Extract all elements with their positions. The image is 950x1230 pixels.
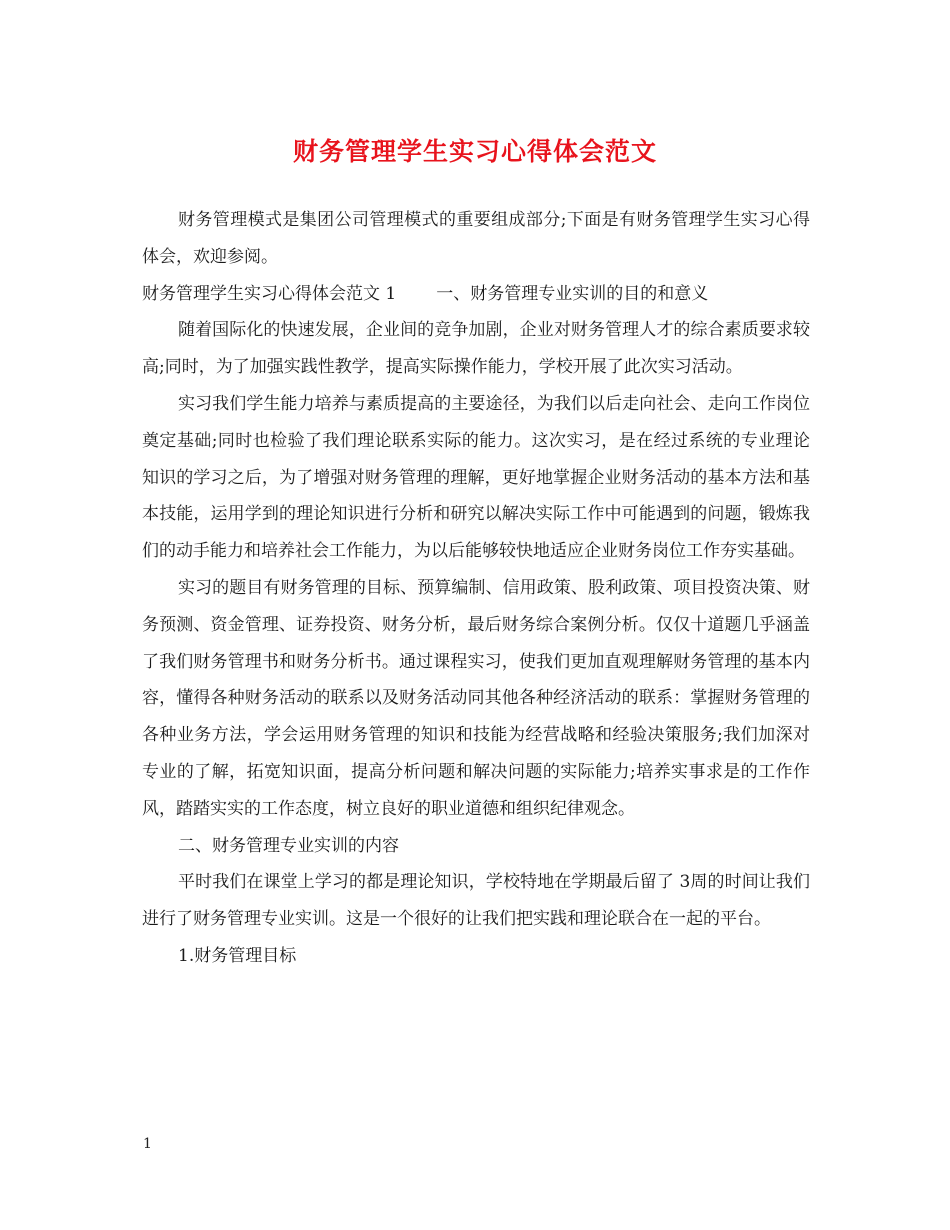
section-heading-1: 一、财务管理专业实训的目的和意义: [436, 283, 709, 304]
section-line: [142, 276, 810, 313]
body-paragraph: 随着国际化的快速发展，企业间的竞争加剧，企业对财务管理人才的综合素质要求较高;同时，为了加强实践性教学，提高实际操作能力，学校开展了此次实习活动。: [142, 320, 810, 378]
intro-paragraph: 财务管理模式是集团公司管理模式的重要组成部分;下面是有财务管理学生实习心得体会，欢迎参阅。: [142, 210, 810, 267]
document-title: 财务管理学生实习心得体会范文: [292, 137, 657, 166]
numbered-item: 1.财务管理目标: [178, 945, 297, 966]
section-heading-2: 二、财务管理专业实训的内容: [178, 835, 399, 856]
body-paragraph: 实习我们学生能力培养与素质提高的主要途径，为我们以后走向社会、走向工作岗位奠定基础;同时也检验了我们理论联系实际的能力。这次实习，是在经过系统的专业理论知识的学习之后，为了增强对财务管理的理解，更好地掌握企业财务活动的基本方法和基本技能，运用学到的理论知识进行分析和研究以解决实际工作中可能遇到的问题，锻炼我们的动手能力和培养社会工作能力，为以后能够较快地适应企业财务岗位工作夯实基础。: [142, 393, 810, 562]
section-line-left: 财务管理学生实习心得体会范文 1: [142, 283, 397, 304]
document-body: [142, 202, 810, 975]
body-paragraph: 平时我们在课堂上学习的都是理论知识，学校特地在学期最后留了 3周的时间让我们进行了财务管理专业实训。这是一个很好的让我们把实践和理论联合在一起的平台。: [142, 872, 810, 930]
page-number: 1: [143, 1136, 152, 1152]
body-paragraph: 实习的题目有财务管理的目标、预算编制、信用政策、股利政策、项目投资决策、财务预测、资金管理、证券投资、财务分析，最后财务综合案例分析。仅仅十道题几乎涵盖了我们财务管理书和财务分析书。通过课程实习，使我们更加直观理解财务管理的基本内容，懂得各种财务活动的联系以及财务活动同其他各种经济活动的联系：掌握财务管理的各种业务方法，学会运用财务管理的知识和技能为经营战略和经验决策服务;我们加深对专业的了解，拓宽知识面，提高分析问题和解决问题的实际能力;培养实事求是的工作作风，踏踏实实的工作态度，树立良好的职业道德和组织纪律观念。: [142, 577, 810, 819]
